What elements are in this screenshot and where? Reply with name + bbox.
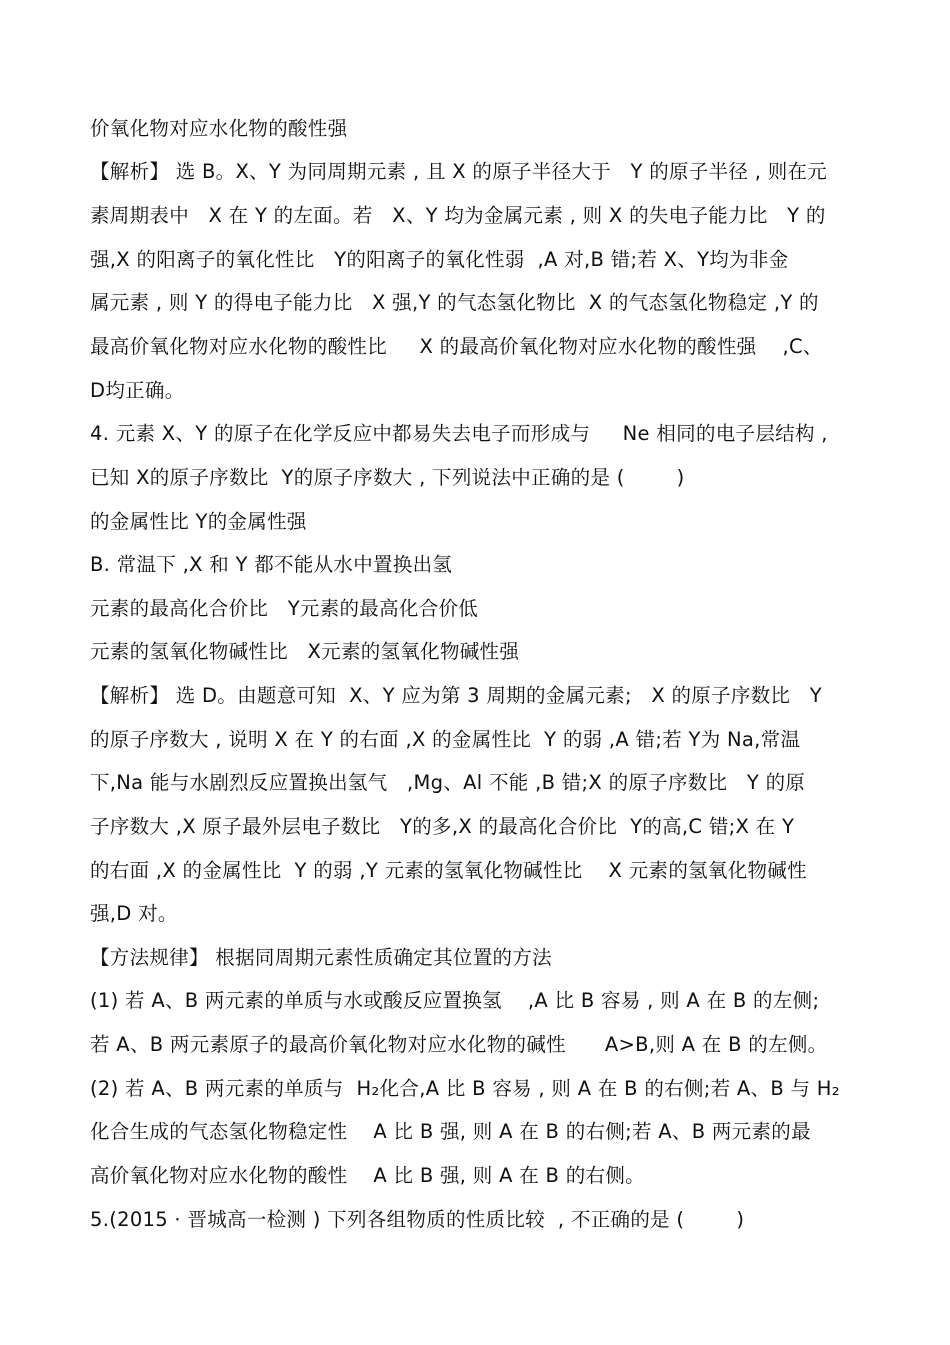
text-line: (2) 若 A、B 两元素的单质与 H₂化合,A 比 B 容易 , 则 A 在 B 的右侧;若 A、B 与 H₂: [90, 1077, 840, 1100]
option-text: 的金属性比 Y的金属性强: [90, 510, 307, 533]
text-line: 【解析】 选 B。X、Y 为同周期元素 , 且 X 的原子半径大于 Y 的原子半径 , 则在元: [90, 160, 828, 183]
text-line: 的右面 ,X 的金属性比 Y 的弱 ,Y 元素的氢氧化物碱性比 X 元素的氢氧化物碱性: [90, 859, 807, 882]
option-text: 元素的氢氧化物碱性比 X元素的氢氧化物碱性强: [90, 640, 520, 663]
text-line: 强,D 对。: [90, 902, 178, 925]
question-stem: 已知 X的原子序数比 Y的原子序数大 , 下列说法中正确的是 ( ): [90, 466, 685, 489]
text-line: 化合生成的气态氢化物稳定性 A 比 B 强, 则 A 在 B 的右侧;若 A、B 两元素的最: [90, 1120, 811, 1143]
text-line: 价氧化物对应水化物的酸性强: [90, 117, 348, 140]
question-stem: 4. 元素 X、Y 的原子在化学反应中都易失去电子而形成与 Ne 相同的电子层结构 ,: [90, 422, 828, 445]
text-line: (1) 若 A、B 两元素的单质与水或酸反应置换氢 ,A 比 B 容易 , 则 A 在 B 的左侧;: [90, 989, 820, 1012]
text-line: 素周期表中 X 在 Y 的左面。若 X、Y 均为金属元素 , 则 X 的失电子能力比 Y 的: [90, 204, 826, 227]
text-line: 下,Na 能与水剧烈反应置换出氢气 ,Mg、Al 不能 ,B 错;X 的原子序数比 Y 的原: [90, 771, 806, 794]
text-line: 最高价氧化物对应水化物的酸性比 X 的最高价氧化物对应水化物的酸性强 ,C、: [90, 335, 823, 358]
question-stem: 5.(2015 · 晋城高一检测 ) 下列各组物质的性质比较 , 不正确的是 ( ): [90, 1208, 745, 1231]
text-line: 属元素 , 则 Y 的得电子能力比 X 强,Y 的气态氢化物比 X 的气态氢化物稳定 ,Y 的: [90, 291, 819, 314]
option-text: 元素的最高化合价比 Y元素的最高化合价低: [90, 597, 479, 620]
text-line: 高价氧化物对应水化物的酸性 A 比 B 强, 则 A 在 B 的右侧。: [90, 1164, 645, 1187]
option-text: B. 常温下 ,X 和 Y 都不能从水中置换出氢: [90, 553, 453, 576]
text-line: 强,X 的阳离子的氧化性比 Y的阳离子的氧化性弱 ,A 对,B 错;若 X、Y均为非金: [90, 248, 789, 271]
text-line: 子序数大 ,X 原子最外层电子数比 Y的多,X 的最高化合价比 Y的高,C 错;X 在 Y: [90, 815, 795, 838]
text-line: 的原子序数大 , 说明 X 在 Y 的右面 ,X 的金属性比 Y 的弱 ,A 错;若 Y为 Na,常温: [90, 728, 801, 751]
text-line: 【解析】 选 D。由题意可知 X、Y 应为第 3 周期的金属元素; X 的原子序数比 Y: [90, 684, 823, 707]
text-line: D均正确。: [90, 379, 185, 402]
method-heading: 【方法规律】 根据同周期元素性质确定其位置的方法: [90, 946, 552, 969]
text-line: 若 A、B 两元素原子的最高价氧化物对应水化物的碱性 A>B,则 A 在 B 的左侧。: [90, 1033, 828, 1056]
